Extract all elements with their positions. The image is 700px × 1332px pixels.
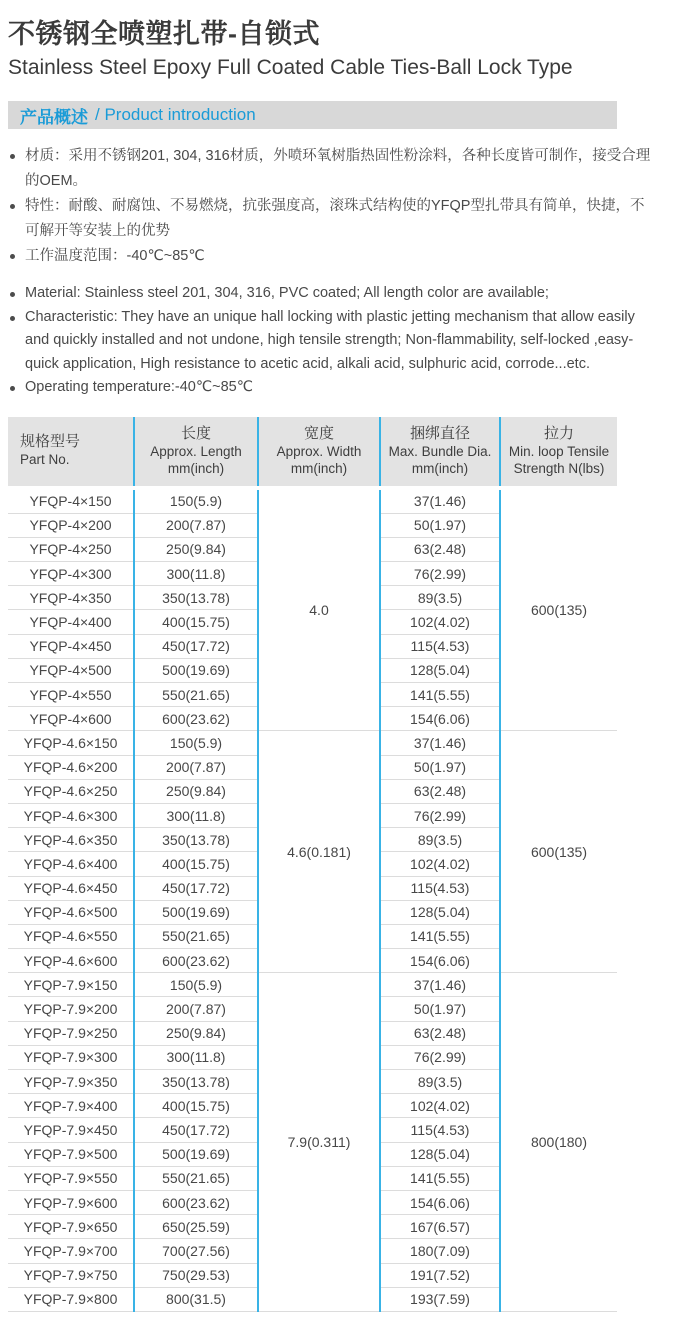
part-no-cell: YFQP-4.6×200	[8, 755, 134, 779]
bundle-dia-cell: 128(5.04)	[380, 900, 500, 924]
bundle-dia-cell: 63(2.48)	[380, 537, 500, 561]
length-cell: 300(11.8)	[134, 803, 258, 827]
bundle-dia-cell: 50(1.97)	[380, 997, 500, 1021]
length-cell: 700(27.56)	[134, 1239, 258, 1263]
bundle-dia-cell: 102(4.02)	[380, 610, 500, 634]
column-header-label-zh: 拉力	[543, 424, 574, 442]
width-cell: 4.0	[258, 488, 380, 731]
bundle-dia-cell: 154(6.06)	[380, 1190, 500, 1214]
spec-table-body	[8, 488, 617, 1312]
table-row	[8, 731, 617, 755]
length-cell: 300(11.8)	[134, 562, 258, 586]
bullet-icon	[10, 292, 15, 297]
part-no-cell: YFQP-4.6×300	[8, 803, 134, 827]
length-cell: 450(17.72)	[134, 634, 258, 658]
length-cell: 200(7.87)	[134, 997, 258, 1021]
bundle-dia-cell: 128(5.04)	[380, 1142, 500, 1166]
part-no-cell: YFQP-4×500	[8, 658, 134, 682]
length-cell: 250(9.84)	[134, 779, 258, 803]
bundle-dia-cell: 141(5.55)	[380, 924, 500, 948]
bullet-item	[8, 194, 658, 244]
length-cell: 600(23.62)	[134, 707, 258, 731]
column-header	[380, 417, 500, 488]
length-cell: 250(9.84)	[134, 1021, 258, 1045]
part-no-cell: YFQP-4.6×250	[8, 779, 134, 803]
length-cell: 550(21.65)	[134, 924, 258, 948]
bullet-text: Material: Stainless steel 201, 304, 316, PVC coated; All length color are available;	[25, 285, 549, 301]
length-cell: 800(31.5)	[134, 1287, 258, 1311]
bundle-dia-cell: 128(5.04)	[380, 658, 500, 682]
page-title-zh: 不锈钢全喷塑扎带-自锁式	[8, 19, 320, 49]
bullet-item	[8, 144, 658, 194]
section-label-zh: 产品概述	[20, 107, 88, 127]
length-cell: 250(9.84)	[134, 537, 258, 561]
length-cell: 200(7.87)	[134, 755, 258, 779]
part-no-cell: YFQP-4×150	[8, 488, 134, 514]
bundle-dia-cell: 115(4.53)	[380, 1118, 500, 1142]
bullet-list-zh	[8, 144, 658, 269]
part-no-cell: YFQP-7.9×600	[8, 1190, 134, 1214]
column-header-label-en: Max. Bundle Dia.	[388, 443, 492, 459]
length-cell: 400(15.75)	[134, 1094, 258, 1118]
bundle-dia-cell: 76(2.99)	[380, 803, 500, 827]
part-no-cell: YFQP-4.6×500	[8, 900, 134, 924]
bundle-dia-cell: 76(2.99)	[380, 1045, 500, 1069]
part-no-cell: YFQP-7.9×300	[8, 1045, 134, 1069]
tensile-strength-cell: 800(180)	[500, 973, 617, 1312]
length-cell: 600(23.62)	[134, 1190, 258, 1214]
length-cell: 400(15.75)	[134, 610, 258, 634]
part-no-cell: YFQP-4.6×400	[8, 852, 134, 876]
length-cell: 550(21.65)	[134, 683, 258, 707]
part-no-cell: YFQP-7.9×750	[8, 1263, 134, 1287]
column-header-label-zh: 宽度	[303, 424, 334, 442]
part-no-cell: YFQP-4.6×350	[8, 828, 134, 852]
part-no-cell: YFQP-4.6×600	[8, 949, 134, 973]
length-cell: 550(21.65)	[134, 1166, 258, 1190]
bundle-dia-cell: 193(7.59)	[380, 1287, 500, 1311]
bullet-item	[8, 244, 658, 269]
part-no-cell: YFQP-4.6×450	[8, 876, 134, 900]
length-cell: 350(13.78)	[134, 828, 258, 852]
bundle-dia-cell: 154(6.06)	[380, 707, 500, 731]
length-cell: 350(13.78)	[134, 586, 258, 610]
column-header-label-zh: 长度	[180, 424, 211, 442]
width-cell: 4.6(0.181)	[258, 731, 380, 973]
column-header-label-en: mm(inch)	[411, 460, 469, 476]
bundle-dia-cell: 89(3.5)	[380, 586, 500, 610]
spec-table	[8, 417, 617, 1312]
bullet-list-en	[8, 282, 658, 400]
bundle-dia-cell: 102(4.02)	[380, 1094, 500, 1118]
bullet-text: Characteristic: They have an unique hall locking with plastic jetting mechanism that allow easily and quickly installed and not undone, high tensile strength; Non-flammability, self-locked ,easy-quick application, High resistance to acetic acid, alkali acid, sulphuric acid, corrode...etc.	[25, 308, 635, 372]
length-cell: 400(15.75)	[134, 852, 258, 876]
bundle-dia-cell: 76(2.99)	[380, 562, 500, 586]
section-label-en: / Product introduction	[95, 105, 256, 124]
length-cell: 150(5.9)	[134, 973, 258, 997]
bundle-dia-cell: 50(1.97)	[380, 755, 500, 779]
part-no-cell: YFQP-4×300	[8, 562, 134, 586]
width-cell: 7.9(0.311)	[258, 973, 380, 1312]
bundle-dia-cell: 141(5.55)	[380, 1166, 500, 1190]
length-cell: 450(17.72)	[134, 876, 258, 900]
part-no-cell: YFQP-7.9×650	[8, 1215, 134, 1239]
bullet-text: Operating temperature:-40℃~85℃	[25, 379, 254, 395]
length-cell: 600(23.62)	[134, 949, 258, 973]
part-no-cell: YFQP-4.6×150	[8, 731, 134, 755]
length-cell: 300(11.8)	[134, 1045, 258, 1069]
tensile-strength-cell: 600(135)	[500, 731, 617, 973]
length-cell: 650(25.59)	[134, 1215, 258, 1239]
bullet-icon	[10, 254, 15, 259]
column-header-label-zh: 捆绑直径	[409, 424, 470, 442]
part-no-cell: YFQP-7.9×200	[8, 997, 134, 1021]
tensile-strength-cell: 600(135)	[500, 488, 617, 731]
column-header-label-en: mm(inch)	[290, 460, 348, 476]
bullet-text: 材质：采用不锈钢201, 304, 316材质，外喷环氧树脂热固性粉涂料，各种长度皆可制作，接受合理的OEM。	[25, 148, 651, 189]
section-header-product-introduction	[8, 101, 617, 129]
spec-table-header-row	[8, 417, 617, 488]
length-cell: 750(29.53)	[134, 1263, 258, 1287]
column-header	[8, 417, 134, 488]
bullet-icon	[10, 154, 15, 159]
bundle-dia-cell: 191(7.52)	[380, 1263, 500, 1287]
length-cell: 450(17.72)	[134, 1118, 258, 1142]
bullet-text: 特性：耐酸、耐腐蚀、不易燃烧，抗张强度高，滚珠式结构使的YFQP型扎带具有简单，快捷，不可解开等安装上的优势	[25, 198, 645, 239]
bundle-dia-cell: 180(7.09)	[380, 1239, 500, 1263]
bullet-item	[8, 306, 658, 377]
part-no-cell: YFQP-4×250	[8, 537, 134, 561]
column-header-label-en: Approx. Width	[276, 443, 362, 459]
column-header-label-zh: 规格型号	[20, 433, 81, 450]
part-no-cell: YFQP-7.9×400	[8, 1094, 134, 1118]
bundle-dia-cell: 89(3.5)	[380, 1070, 500, 1094]
bundle-dia-cell: 115(4.53)	[380, 634, 500, 658]
bullet-item	[8, 376, 658, 400]
length-cell: 500(19.69)	[134, 900, 258, 924]
column-header-label-en: Strength N(lbs)	[513, 460, 605, 476]
part-no-cell: YFQP-7.9×250	[8, 1021, 134, 1045]
part-no-cell: YFQP-4×350	[8, 586, 134, 610]
length-cell: 200(7.87)	[134, 513, 258, 537]
part-no-cell: YFQP-4×550	[8, 683, 134, 707]
bundle-dia-cell: 50(1.97)	[380, 513, 500, 537]
part-no-cell: YFQP-7.9×350	[8, 1070, 134, 1094]
bundle-dia-cell: 37(1.46)	[380, 488, 500, 514]
column-header	[134, 417, 258, 488]
column-header-label-en: Part No.	[20, 452, 70, 467]
part-no-cell: YFQP-4×600	[8, 707, 134, 731]
part-no-cell: YFQP-7.9×450	[8, 1118, 134, 1142]
bundle-dia-cell: 37(1.46)	[380, 731, 500, 755]
page-title-en: Stainless Steel Epoxy Full Coated Cable Ties-Ball Lock Type	[8, 56, 573, 79]
bundle-dia-cell: 89(3.5)	[380, 828, 500, 852]
part-no-cell: YFQP-7.9×550	[8, 1166, 134, 1190]
table-row	[8, 488, 617, 514]
column-header-label-en: Approx. Length	[150, 443, 242, 459]
length-cell: 150(5.9)	[134, 731, 258, 755]
bullet-icon	[10, 386, 15, 391]
length-cell: 500(19.69)	[134, 658, 258, 682]
bundle-dia-cell: 37(1.46)	[380, 973, 500, 997]
column-header-label-en: mm(inch)	[167, 460, 225, 476]
part-no-cell: YFQP-7.9×150	[8, 973, 134, 997]
part-no-cell: YFQP-4×450	[8, 634, 134, 658]
bullet-icon	[10, 316, 15, 321]
part-no-cell: YFQP-4×200	[8, 513, 134, 537]
bundle-dia-cell: 102(4.02)	[380, 852, 500, 876]
bundle-dia-cell: 63(2.48)	[380, 1021, 500, 1045]
bullet-text: 工作温度范围：-40℃~85℃	[25, 248, 205, 264]
bundle-dia-cell: 141(5.55)	[380, 683, 500, 707]
bundle-dia-cell: 63(2.48)	[380, 779, 500, 803]
length-cell: 150(5.9)	[134, 488, 258, 514]
bullet-icon	[10, 204, 15, 209]
length-cell: 500(19.69)	[134, 1142, 258, 1166]
bundle-dia-cell: 167(6.57)	[380, 1215, 500, 1239]
column-header-label-en: Min. loop Tensile	[508, 443, 610, 459]
bundle-dia-cell: 115(4.53)	[380, 876, 500, 900]
part-no-cell: YFQP-4×400	[8, 610, 134, 634]
bundle-dia-cell: 154(6.06)	[380, 949, 500, 973]
length-cell: 350(13.78)	[134, 1070, 258, 1094]
column-header	[500, 417, 617, 488]
part-no-cell: YFQP-7.9×700	[8, 1239, 134, 1263]
part-no-cell: YFQP-7.9×500	[8, 1142, 134, 1166]
column-header	[258, 417, 380, 488]
part-no-cell: YFQP-4.6×550	[8, 924, 134, 948]
part-no-cell: YFQP-7.9×800	[8, 1287, 134, 1311]
table-row	[8, 973, 617, 997]
bullet-item	[8, 282, 658, 306]
